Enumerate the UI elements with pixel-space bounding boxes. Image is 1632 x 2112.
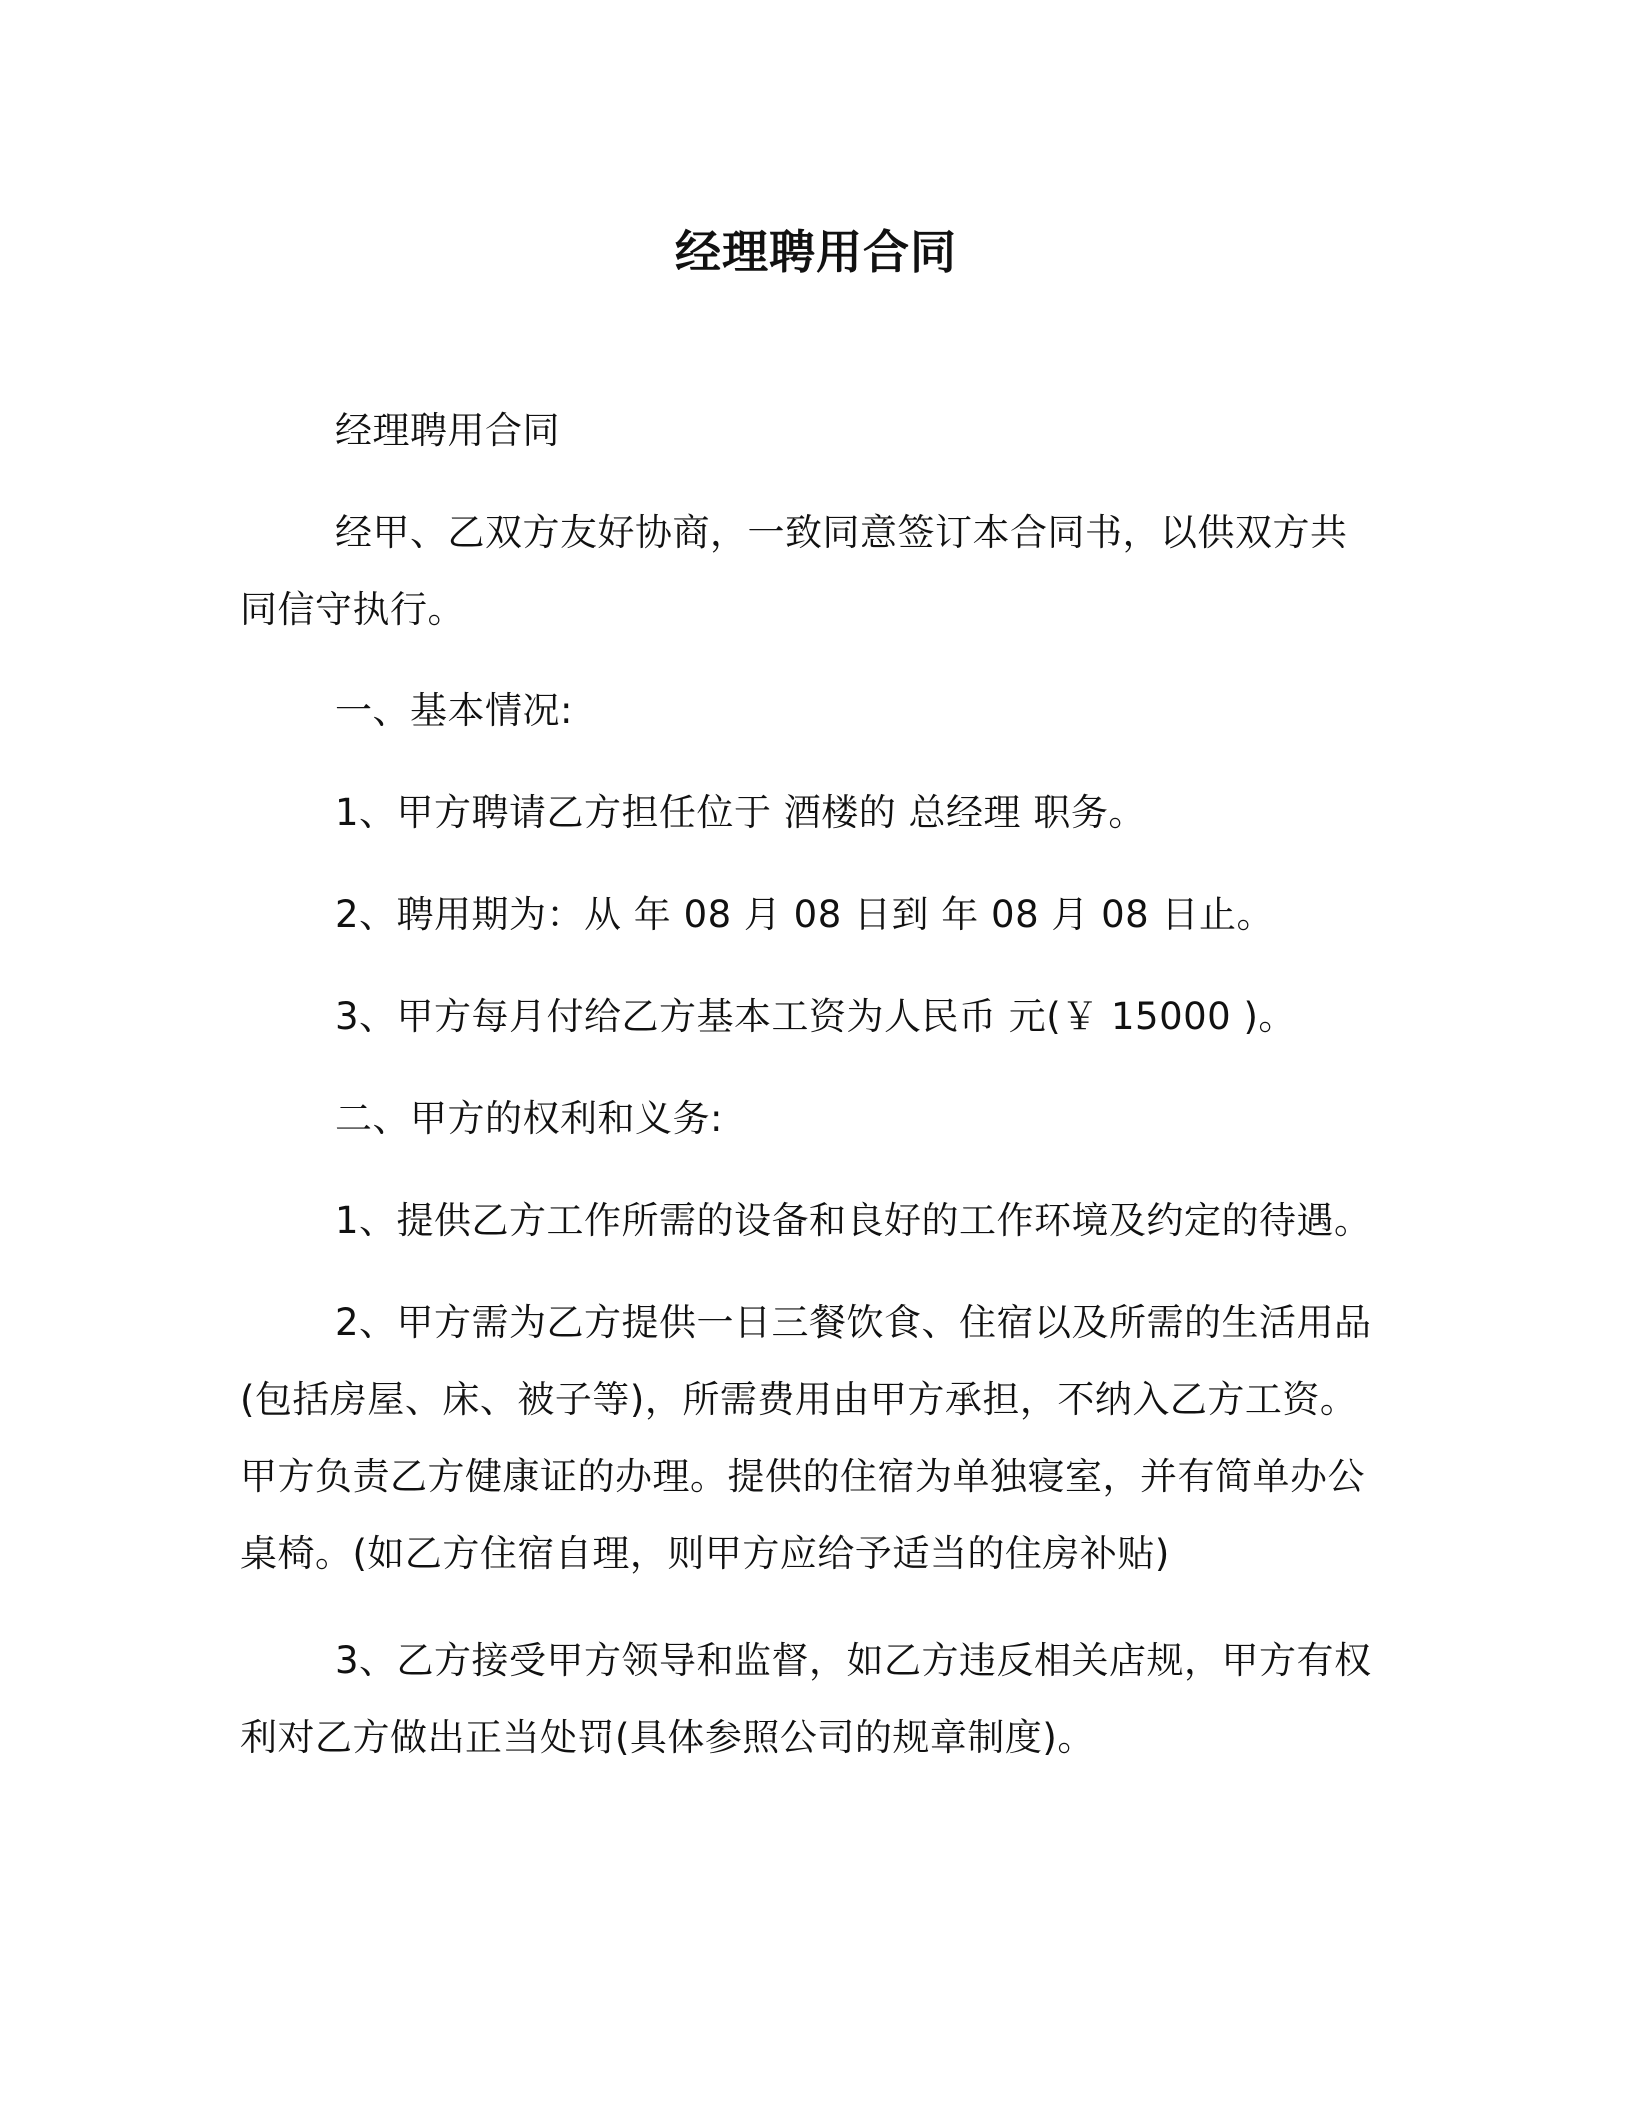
- clause-1-position: 1、甲方聘请乙方担任位于 酒楼的 总经理 职务。: [335, 791, 1146, 834]
- section-heading-party-a: 二、甲方的权利和义务:: [335, 1097, 723, 1140]
- party-a-clause-1: 1、提供乙方工作所需的设备和良好的工作环境及约定的待遇。: [335, 1199, 1372, 1242]
- section-heading-basic: 一、基本情况:: [335, 689, 573, 732]
- clause-3-salary: 3、甲方每月付给乙方基本工资为人民币 元(￥ 15000 )。: [335, 995, 1296, 1038]
- paragraph-heading: 经理聘用合同: [335, 409, 560, 452]
- party-a-clause-2: 2、甲方需为乙方提供一日三餐饮食、住宿以及所需的生活用品(包括房屋、床、被子等)，所需费用由甲方承担，不纳入乙方工资。甲方负责乙方健康证的办理。提供的住宿为单独寝室，并有简单办公桌椅。(如乙方住宿自理，则甲方应给予适当的住房补贴): [240, 1301, 1372, 1575]
- paragraph-intro: 经甲、乙双方友好协商，一致同意签订本合同书，以供双方共同信守执行。: [240, 511, 1348, 631]
- clause-2-term: 2、聘用期为：从 年 08 月 08 日到 年 08 月 08 日止。: [335, 893, 1274, 936]
- document-title: 经理聘用合同: [675, 225, 957, 279]
- party-a-clause-3: 3、乙方接受甲方领导和监督，如乙方违反相关店规，甲方有权利对乙方做出正当处罚(具体参照公司的规章制度)。: [240, 1639, 1372, 1759]
